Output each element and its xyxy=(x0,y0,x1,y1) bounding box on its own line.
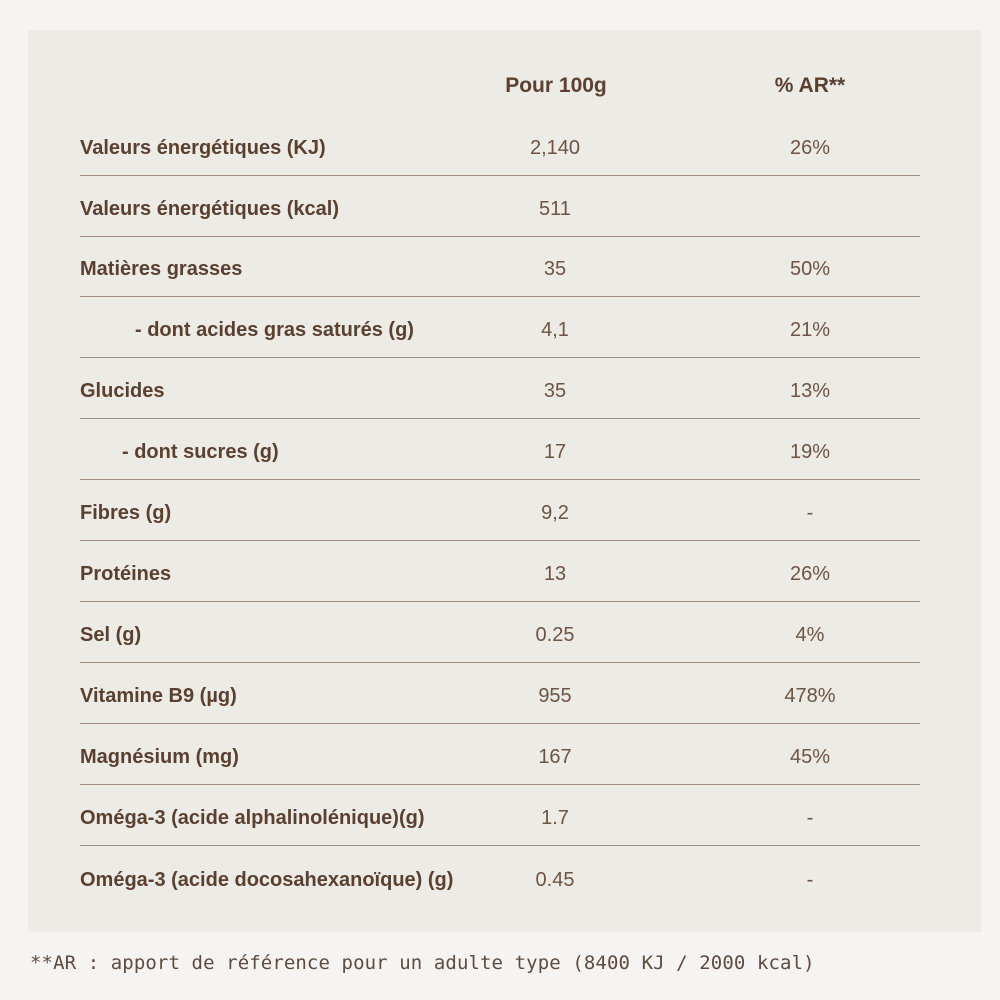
table-row xyxy=(0,135,1000,195)
row-divider xyxy=(80,784,920,785)
row-ar: 26% xyxy=(789,563,831,585)
row-divider xyxy=(80,845,920,846)
row-ar: 50% xyxy=(789,258,831,280)
row-label: Oméga-3 (acide alphalinolénique)(g) xyxy=(80,807,425,829)
row-per100g: 0.45 xyxy=(535,869,575,891)
row-ar: 26% xyxy=(789,137,831,159)
row-divider xyxy=(80,723,920,724)
table-row xyxy=(0,867,1000,927)
table-row xyxy=(0,683,1000,743)
row-per100g: 13 xyxy=(543,563,567,585)
row-label: Vitamine B9 (µg) xyxy=(80,685,237,707)
row-per100g: 4,1 xyxy=(541,319,569,341)
row-divider xyxy=(80,479,920,480)
row-ar: 4% xyxy=(795,624,825,646)
row-per100g: 167 xyxy=(538,746,572,768)
header-ar: % AR** xyxy=(774,74,846,97)
footnote: **AR : apport de référence pour un adulte type (8400 KJ / 2000 kcal) xyxy=(30,952,815,974)
table-row xyxy=(0,256,1000,316)
row-label: Protéines xyxy=(80,563,172,585)
table-row xyxy=(0,500,1000,560)
row-per100g: 35 xyxy=(543,258,567,280)
row-label: Sel (g) xyxy=(80,624,142,646)
row-ar: 21% xyxy=(789,319,831,341)
row-ar: - xyxy=(806,869,814,891)
row-label: Glucides xyxy=(80,380,165,402)
table-row xyxy=(0,561,1000,621)
row-ar: 19% xyxy=(789,441,831,463)
row-divider xyxy=(80,540,920,541)
row-label: - dont acides gras saturés (g) xyxy=(135,319,414,341)
table-row xyxy=(0,439,1000,499)
row-label: Valeurs énergétiques (KJ) xyxy=(80,137,326,159)
row-per100g: 1.7 xyxy=(541,807,569,829)
row-label: - dont sucres (g) xyxy=(122,441,279,463)
row-divider xyxy=(80,296,920,297)
row-divider xyxy=(80,357,920,358)
row-per100g: 511 xyxy=(539,198,571,220)
row-ar: 45% xyxy=(789,746,831,768)
row-label: Fibres (g) xyxy=(80,502,172,524)
row-ar: - xyxy=(806,502,814,524)
row-per100g: 9,2 xyxy=(541,502,569,524)
table-row xyxy=(0,196,1000,256)
row-label: Valeurs énergétiques (kcal) xyxy=(80,198,340,220)
row-per100g: 35 xyxy=(543,380,567,402)
row-label: Matières grasses xyxy=(80,258,243,280)
table-row xyxy=(0,317,1000,377)
row-per100g: 0.25 xyxy=(535,624,575,646)
table-row xyxy=(0,805,1000,865)
row-per100g: 955 xyxy=(538,685,572,707)
row-per100g: 17 xyxy=(543,441,567,463)
table-row xyxy=(0,378,1000,438)
header-per-100g: Pour 100g xyxy=(505,74,607,97)
row-divider xyxy=(80,662,920,663)
table-row xyxy=(0,744,1000,804)
table-row xyxy=(0,622,1000,682)
row-label: Magnésium (mg) xyxy=(80,746,239,768)
row-divider xyxy=(80,418,920,419)
row-divider xyxy=(80,236,920,237)
row-divider xyxy=(80,601,920,602)
row-ar: 478% xyxy=(784,685,836,707)
row-label: Oméga-3 (acide docosahexanoïque) (g) xyxy=(80,869,454,891)
row-ar: 13% xyxy=(789,380,831,402)
row-ar: - xyxy=(806,807,814,829)
row-divider xyxy=(80,175,920,176)
row-per100g: 2,140 xyxy=(529,137,581,159)
